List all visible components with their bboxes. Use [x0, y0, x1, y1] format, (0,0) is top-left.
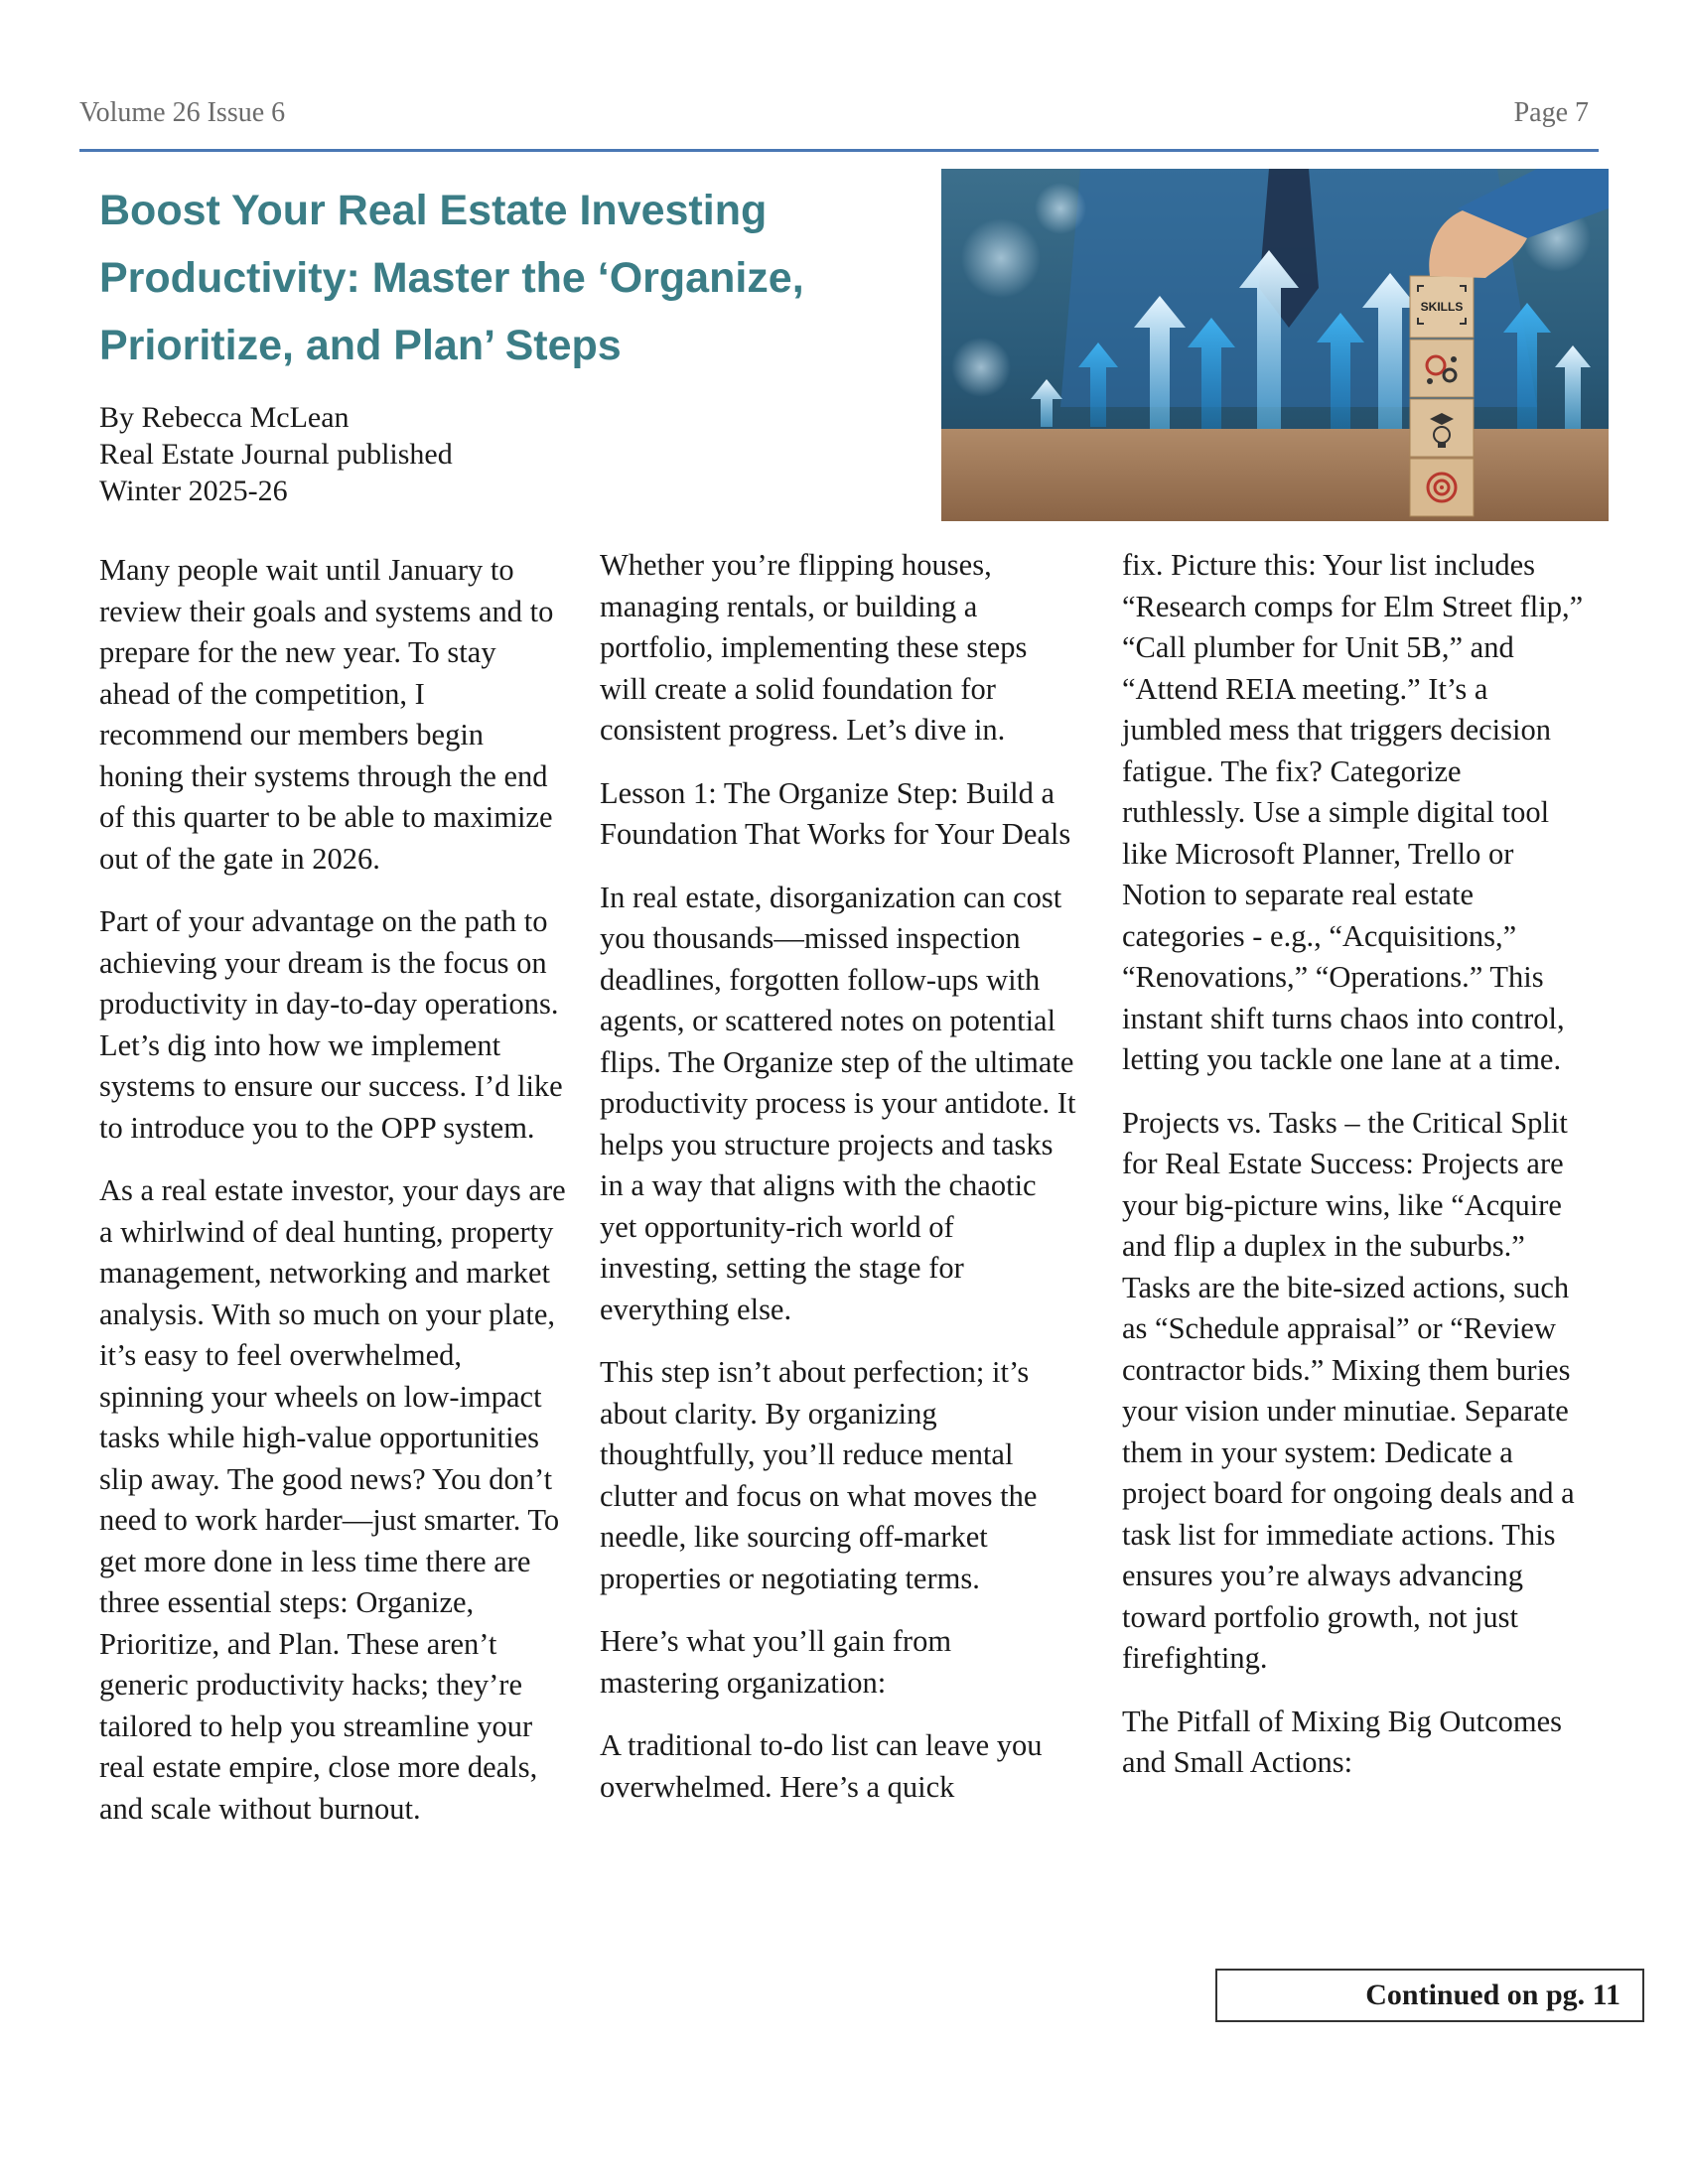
paragraph: Whether you’re flipping houses, managing rentals, or building a portfolio, implementing these steps will create a solid foundation for consistent progress. Let’s dive in. [600, 548, 1028, 747]
article-column-2 [600, 545, 1076, 1830]
paragraph: A traditional to-do list can leave you overwhelmed. Here’s a quick [600, 1728, 1043, 1804]
paragraph: Projects vs. Tasks – the Critical Split for Real Estate Success: Projects are your big-picture wins, like “Acquire and flip a duplex in the suburbs.” Tasks are the bite-sized actions, such as “Schedule appraisal” or “Review contractor bids.” Mixing them buries your vision under minutiae. Separate them in your system: Dedicate a project board for ongoing deals and a task list for immediate actions. This ensures you’re always advancing toward portfolio growth, not just firefighting. [1122, 1105, 1575, 1675]
article-column-3 [1122, 545, 1589, 1806]
byline [99, 399, 794, 509]
paragraph: fix. Picture this: Your list includes “Research comps for Elm Street flip,” “Call plumber for Unit 5B,” and “Attend REIA meeting.” It’s a jumbled mess that triggers decision fatigue. The fix? Categorize ruthlessly. Use a simple digital tool like Microsoft Planner, Trello or Notion to separate real estate categories - e.g., “Acquisitions,” “Renovations,” “Operations.” This instant shift turns chaos into control, letting you tackle one lane at a time. [1122, 548, 1584, 1076]
paragraph: In real estate, disorganization can cost you thousands—missed inspection deadlines, forgotten follow-ups with agents, or scattered notes on potential flips. The Organize step of the ultimate productivity process is your antidote. It helps you structure projects and tasks in a way that aligns with the chaotic yet opportunity-rich world of investing, setting the stage for everything else. [600, 880, 1076, 1326]
article-image [941, 169, 1609, 521]
page-number: Page 7 [1513, 97, 1589, 128]
wooden-blocks [1410, 276, 1474, 516]
author: By Rebecca McLean [99, 401, 350, 434]
paragraph: This step isn’t about perfection; it’s about clarity. By organizing thoughtfully, you’ll reduce mental clutter and focus on what moves the needle, like sourcing off-market properties or negotiating terms. [600, 1355, 1038, 1595]
header-rule [79, 149, 1599, 152]
article-title: Boost Your Real Estate Investing Productivity: Master the ‘Organize, Prioritize, and Plan’ Steps [99, 187, 804, 369]
paragraph: Part of your advantage on the path to achieving your dream is the focus on productivity in day-to-day operations. Let’s dig into how we implement systems to ensure our success. I’d like to introduce you to the OPP system. [99, 904, 563, 1145]
lesson-heading: Lesson 1: The Organize Step: Build a Foundation That Works for Your Deals [600, 775, 1071, 851]
page-header [79, 97, 1589, 141]
volume-issue: Volume 26 Issue 6 [79, 97, 286, 128]
subheading: The Pitfall of Mixing Big Outcomes and Small Actions: [1122, 1704, 1563, 1779]
paragraph: Many people wait until January to review their goals and systems and to prepare for the new year. To stay ahead of the competition, I recommend our members begin honing their systems through the end of this quarter to be able to maximize out of the gate in 2026. [99, 553, 554, 876]
publication: Real Estate Journal published [99, 438, 453, 471]
issue-date: Winter 2025-26 [99, 475, 288, 507]
paragraph: Here’s what you’ll gain from mastering organization: [600, 1624, 952, 1700]
svg-text:SKILLS: SKILLS [1420, 300, 1464, 314]
continued-notice: Continued on pg. 11 [1215, 1969, 1644, 2022]
paragraph: As a real estate investor, your days are a whirlwind of deal hunting, property management, networking and market analysis. With so much on your plate, it’s easy to feel overwhelmed, spinning your wheels on low-impact tasks while high-value opportunities slip away. The good news? You don’t need to work harder—just smarter. To get more done in less time there are three essential steps: Organize, Prioritize, and Plan. These aren’t generic productivity hacks; they’re tailored to help you streamline your real estate empire, close more deals, and scale without burnout. [99, 1173, 566, 1826]
article-column-1 [99, 550, 566, 1851]
